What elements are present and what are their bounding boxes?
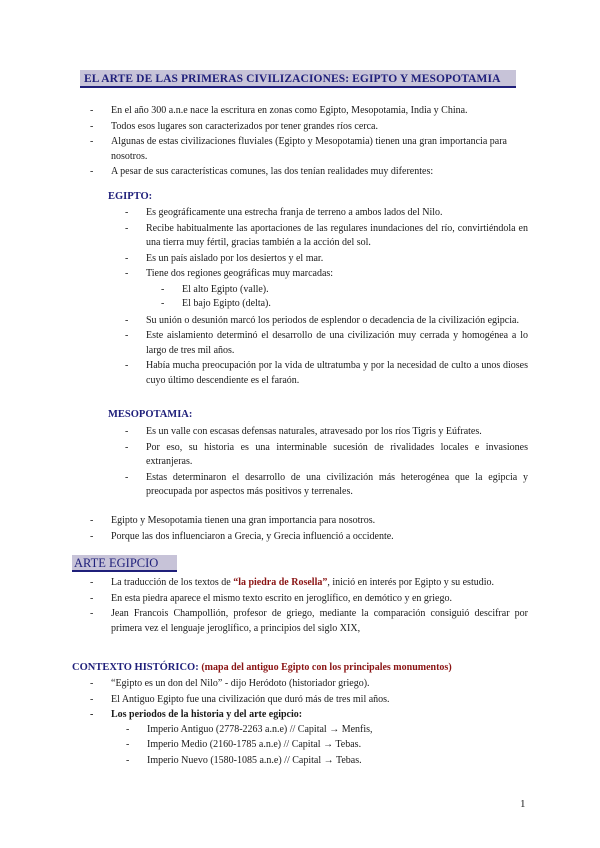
list-item: - Por eso, su historia es una interminable sucesión de rivalidades locales e invasiones extranjeras. <box>125 441 528 467</box>
egipto-heading: EGIPTO: <box>108 191 153 202</box>
contexto-list <box>90 677 528 768</box>
list-item: - Estas determinaron el desarrollo de una civilización más heterogénea que la egipcia y preocupada por aspectos más positivos y terrenales. <box>125 471 528 497</box>
intro-list <box>90 104 528 180</box>
list-item: - Es un valle con escasas defensas naturales, atravesado por los ríos Tigris y Eúfrates. <box>125 426 482 437</box>
mesopotamia-heading: MESOPOTAMIA: <box>108 409 193 420</box>
list-item: - Los periodos de la historia y del arte egipcio: <box>90 709 303 720</box>
arte-list <box>90 576 528 636</box>
sub-list-item: - Imperio Antiguo (2778-2263 a.n.e) // Capital → Menfis, <box>126 723 373 735</box>
list-item: - La traducción de los textos de “la piedra de Rosella”, inició en interés por Egipto y su estudio. <box>90 577 494 588</box>
list-item: - Había mucha preocupación por la vida de ultratumba y por la necesidad de culto a unos dioses cuyo último descendiente es el faraón. <box>125 360 528 386</box>
page-title: EL ARTE DE LAS PRIMERAS CIVILIZACIONES: EGIPTO Y MESOPOTAMIA <box>80 70 516 88</box>
list-item: - El Antiguo Egipto fue una civilización que duró más de tres mil años. <box>90 693 390 705</box>
list-item: - Egipto y Mesopotamia tienen una gran importancia para nosotros. <box>90 515 376 526</box>
list-item: - En esta piedra aparece el mismo texto escrito en jeroglífico, en demótico y en griego. <box>90 592 452 604</box>
list-item: - Porque las dos influenciaron a Grecia, y Grecia influenció a occidente. <box>90 530 394 542</box>
map-reference: (mapa del antiguo Egipto con los principales monumentos) <box>201 662 452 673</box>
list-item: - “Egipto es un don del Nilo” - dijo Heródoto (historiador griego). <box>90 678 370 689</box>
sub-list-item: - El alto Egipto (valle). <box>161 283 269 295</box>
list-item: - Todos esos lugares son caracterizados por tener grandes ríos cerca. <box>90 120 378 132</box>
list-item: - Tiene dos regiones geográficas muy marcadas: <box>125 268 334 279</box>
list-item: - Este aislamiento determinó el desarrollo de una civilización muy cerrada y homogénea a lo largo de tres mil años. <box>125 330 528 356</box>
egipto-list <box>125 206 528 388</box>
closing-list <box>90 514 528 544</box>
list-item: - A pesar de sus características comunes, las dos tenían realidades muy diferentes: <box>90 166 434 177</box>
rosetta-stone-highlight: “la piedra de Rosella” <box>233 577 328 588</box>
page-number: 1 <box>520 798 526 810</box>
mesopotamia-list <box>125 425 528 500</box>
list-item: - Su unión o desunión marcó los periodos de esplendor o decadencia de la civilización egipcia. <box>125 314 519 326</box>
list-item: - Recibe habitualmente las aportaciones de las regulares inundaciones del río, convirtiéndola en una tierra muy fértil, gracias también a la acción del sol. <box>125 222 528 248</box>
list-item: - En el año 300 a.n.e nace la escritura en zonas como Egipto, Mesopotamia, India y China. <box>90 105 468 116</box>
sub-list-item: - El bajo Egipto (delta). <box>161 298 271 309</box>
sub-list-item: - Imperio Medio (2160-1785 a.n.e) // Capital → Tebas. <box>126 739 362 750</box>
contexto-heading: CONTEXTO HISTÓRICO: (mapa del antiguo Egipto con los principales monumentos) <box>72 662 452 673</box>
sub-list-item: - Imperio Nuevo (1580-1085 a.n.e) // Capital → Tebas. <box>126 754 362 766</box>
list-item: - Algunas de estas civilizaciones fluviales (Egipto y Mesopotamia) tienen una gran importancia para nosotros. <box>90 136 507 162</box>
list-item: - Jean Francois Champollión, profesor de griego, mediante la comparación consiguió descifrar por primera vez el lenguaje jeroglífico, a principios del siglo XIX, <box>90 608 528 634</box>
list-item: - Es geográficamente una estrecha franja de terreno a ambos lados del Nilo. <box>125 207 443 218</box>
list-item: - Es un país aislado por los desiertos y el mar. <box>125 252 324 264</box>
arte-egipcio-heading: ARTE EGIPCIO <box>72 555 177 572</box>
